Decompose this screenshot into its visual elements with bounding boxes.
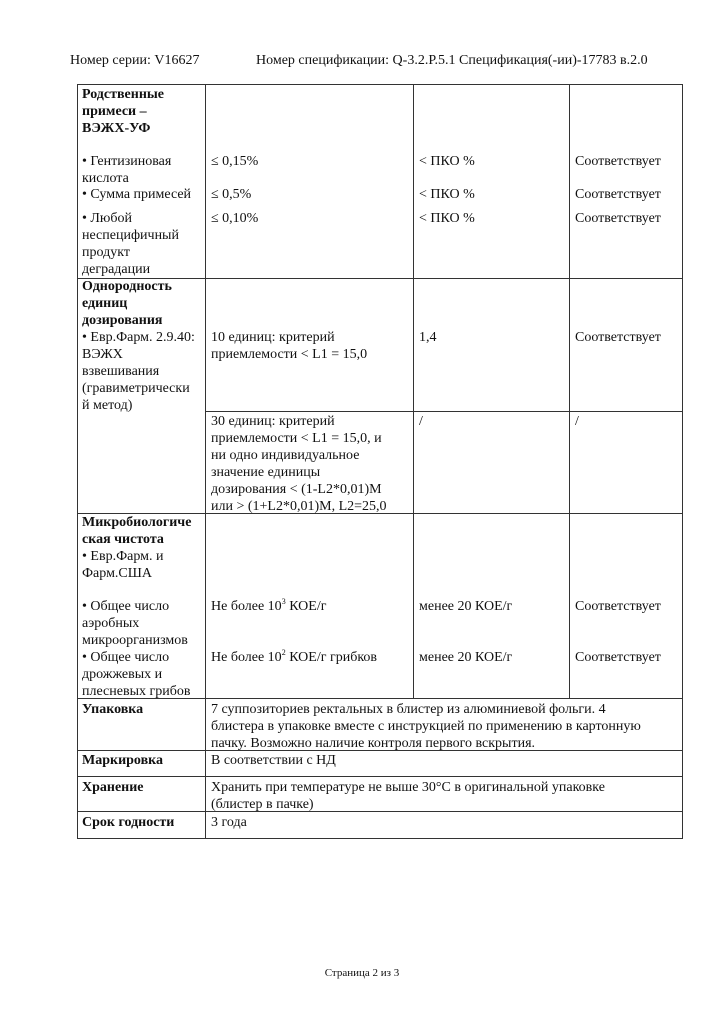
shelf-life-value: 3 года bbox=[211, 815, 247, 830]
impurity-name: • Гентизиновая кислота bbox=[82, 154, 172, 186]
table-border bbox=[77, 84, 683, 85]
packaging-label: Упаковка bbox=[82, 702, 144, 717]
table-border bbox=[413, 84, 414, 698]
impurity-result: < ПКО % bbox=[419, 154, 475, 169]
limit-exponent: 3 bbox=[281, 597, 286, 606]
shelf-life-label: Срок годности bbox=[82, 815, 175, 830]
micro-method: • Евр.Фарм. и Фарм.США bbox=[82, 549, 164, 581]
table-border bbox=[205, 411, 683, 412]
limit-text: Не более 10 bbox=[211, 599, 282, 614]
impurity-result: < ПКО % bbox=[419, 211, 475, 226]
limit-text: Не более 10 bbox=[211, 650, 282, 665]
storage-value: Хранить при температуре не выше 30°C в оригинальной упаковке (блистер в пачке) bbox=[211, 780, 605, 812]
table-border bbox=[77, 838, 683, 839]
table-border bbox=[77, 84, 78, 839]
marking-value: В соответствии с НД bbox=[211, 753, 336, 768]
table-border bbox=[569, 84, 570, 698]
uniformity-conclusion: / bbox=[575, 414, 579, 429]
uniformity-result: 1,4 bbox=[419, 330, 437, 345]
micro-conclusion: Соответствует bbox=[575, 599, 661, 614]
impurity-conclusion: Соответствует bbox=[575, 187, 661, 202]
impurities-title: Родственные примеси – ВЭЖХ-УФ bbox=[82, 87, 165, 136]
micro-limit bbox=[211, 598, 326, 615]
page-number: Страница 2 из 3 bbox=[324, 967, 400, 979]
uniformity-limit: 30 единиц: критерий приемлемости < L1 = 15,0, и ни одно индивидуальное значение единицы дозирования < (1-L2*0,01)M или > (1+L2*0,01)M, L2=25,0 bbox=[211, 414, 387, 514]
impurity-limit: ≤ 0,10% bbox=[211, 211, 259, 226]
series-number: Номер серии: V16627 bbox=[70, 53, 200, 68]
impurity-conclusion: Соответствует bbox=[575, 211, 661, 226]
uniformity-conclusion: Соответствует bbox=[575, 330, 661, 345]
table-border bbox=[205, 84, 206, 839]
table-border bbox=[77, 776, 683, 777]
marking-label: Маркировка bbox=[82, 753, 163, 768]
packaging-value: 7 суппозиториев ректальных в блистер из алюминиевой фольги. 4 блистера в упаковке вместе с инструкцией по применению в картонную пачку. Возможно наличие контроля первого вскрытия. bbox=[211, 702, 641, 751]
micro-result: менее 20 КОЕ/г bbox=[419, 599, 513, 614]
micro-conclusion: Соответствует bbox=[575, 650, 661, 665]
limit-unit: КОЕ/г грибков bbox=[285, 650, 378, 665]
impurity-name: • Любой неспецифичный продукт деградации bbox=[82, 211, 179, 277]
uniformity-title: Однородность единиц дозирования bbox=[82, 279, 172, 328]
storage-label: Хранение bbox=[82, 780, 144, 795]
spec-number: Номер спецификации: Q-3.2.P.5.1 Спецификация(-ии)-17783 в.2.0 bbox=[256, 53, 648, 68]
uniformity-limit: 10 единиц: критерий приемлемости < L1 = 15,0 bbox=[211, 330, 368, 362]
limit-exponent: 2 bbox=[281, 648, 286, 657]
uniformity-result: / bbox=[419, 414, 423, 429]
micro-name: • Общее число дрожжевых и плесневых грибов bbox=[82, 650, 191, 699]
micro-limit bbox=[211, 649, 377, 666]
table-border bbox=[682, 84, 683, 839]
impurity-conclusion: Соответствует bbox=[575, 154, 661, 169]
limit-unit: КОЕ/г bbox=[285, 599, 327, 614]
micro-name: • Общее число аэробных микроорганизмов bbox=[82, 599, 188, 648]
impurity-limit: ≤ 0,5% bbox=[211, 187, 252, 202]
micro-result: менее 20 КОЕ/г bbox=[419, 650, 513, 665]
impurity-name: • Сумма примесей bbox=[82, 187, 192, 202]
impurity-result: < ПКО % bbox=[419, 187, 475, 202]
uniformity-method: • Евр.Фарм. 2.9.40: ВЭЖХ взвешивания (гравиметрически й метод) bbox=[82, 330, 195, 413]
impurity-limit: ≤ 0,15% bbox=[211, 154, 259, 169]
micro-title: Микробиологиче ская чистота bbox=[82, 515, 192, 547]
